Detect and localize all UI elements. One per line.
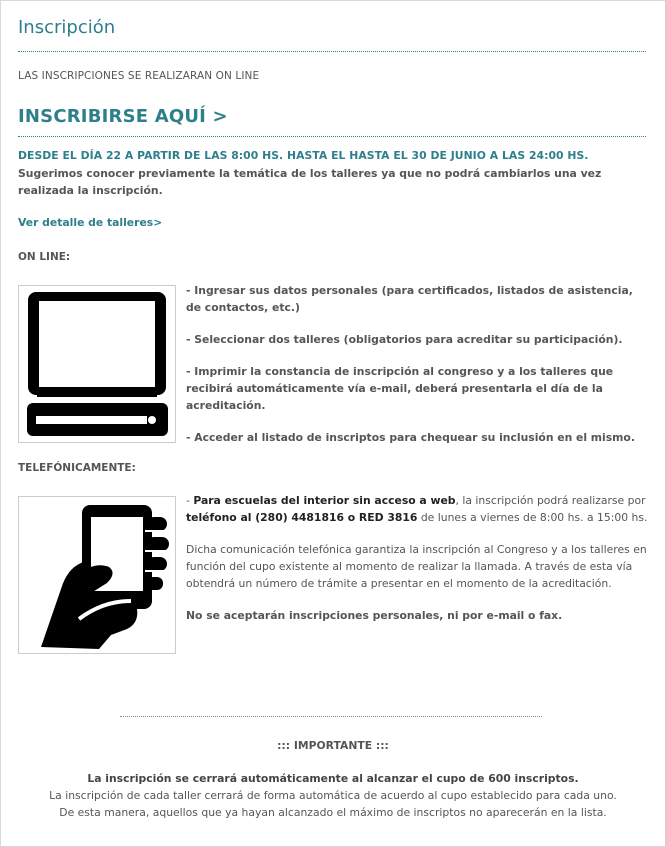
subtitle: LAS INSCRIPCIONES SE REALIZARAN ON LINE (18, 70, 260, 82)
footer-line-2: La inscripción de cada taller cerrará de forma automática de acuerdo al cupo establecido para cada uno. (49, 789, 617, 802)
text-segment: - (186, 494, 194, 507)
signup-link[interactable]: INSCRIBIRSE AQUÍ > (18, 106, 228, 127)
phone-section-label: TELEFÓNICAMENTE: (18, 462, 136, 474)
registration-dates: DESDE EL DÍA 22 A PARTIR DE LAS 8:00 HS. HASTA EL HASTA EL 30 DE JUNIO A LAS 24:00 HS. (18, 149, 589, 162)
list-item: - Ingresar sus datos personales (para certificados, listados de asistencia, de contactos, etc.) (186, 284, 633, 314)
phone-paragraph-1 (186, 492, 648, 526)
phone-in-hand-icon (18, 496, 176, 654)
no-personal-note: No se aceptarán inscripciones personales, ni por e-mail o fax. (186, 609, 563, 622)
phone-instructions (186, 492, 648, 639)
interior-schools-text: Para escuelas del interior sin acceso a web (193, 494, 456, 507)
text-segment: , la inscripción podrá realizarse por (455, 494, 646, 507)
workshop-detail-link[interactable]: Ver detalle de talleres> (18, 216, 163, 229)
page-title: Inscripción (18, 17, 116, 38)
phone-number-text: teléfono al (280) 4481816 o RED 3816 (186, 511, 418, 524)
footer-notes (0, 770, 666, 821)
online-steps-list (186, 282, 648, 461)
footer-line-3: De esta manera, aquellos que ya hayan alcanzado el máximo de inscriptos no aparecerán en la lista. (59, 806, 607, 819)
title-divider (18, 51, 646, 52)
computer-monitor-icon (18, 285, 176, 443)
text-segment: de lunes a viernes de 8:00 hs. a 15:00 hs. (417, 511, 648, 524)
footer-line-1: La inscripción se cerrará automáticamente al alcanzar el cupo de 600 inscriptos. (87, 772, 579, 785)
phone-paragraph-2: Dicha comunicación telefónica garantiza la inscripción al Congreso y a los talleres en función del cupo existente al momento de realizar la llamada. A través de esta vía obtendrá un número de trámite a presentar en el momento de la acreditación. (186, 543, 647, 590)
online-section-label: ON LINE: (18, 251, 71, 263)
footer-divider (120, 716, 542, 717)
list-item: - Imprimir la constancia de inscripción al congreso y a los talleres que recibirá automáticamente vía e-mail, deberá presentarla el día de la acreditación. (186, 365, 614, 412)
list-item: - Acceder al listado de inscriptos para chequear su inclusión en el mismo. (186, 431, 635, 444)
list-item: - Seleccionar dos talleres (obligatorios para acreditar su participación). (186, 333, 623, 346)
signup-divider (18, 136, 646, 137)
suggestion-text: Sugerimos conocer previamente la temática de los talleres ya que no podrá cambiarlos una vez realizada la inscripción. (18, 167, 602, 197)
important-heading: ::: IMPORTANTE ::: (277, 739, 389, 752)
